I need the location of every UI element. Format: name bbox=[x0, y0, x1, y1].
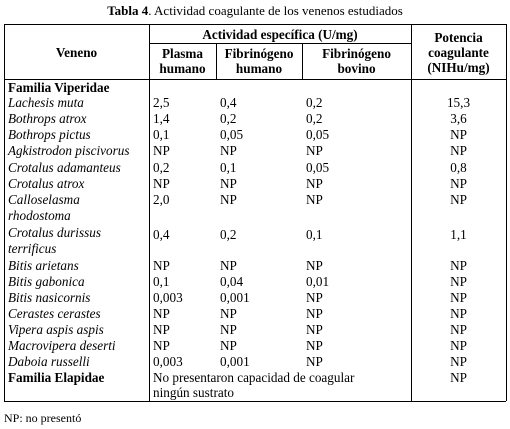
fib-humano-value: NP bbox=[220, 322, 237, 337]
footnote: NP: no presentó bbox=[4, 411, 82, 425]
fib-bovino-value: NP bbox=[306, 143, 323, 158]
family-viperidae: Familia Viperidae bbox=[8, 80, 110, 95]
fib-bovino-value: 0,2 bbox=[306, 111, 323, 126]
fib-humano-value: 0,2 bbox=[220, 227, 237, 242]
table-right-border bbox=[506, 24, 507, 401]
potencia-value: NP bbox=[450, 354, 467, 369]
fib-bovino-value: 0,05 bbox=[306, 127, 330, 142]
fib-bovino-value: NP bbox=[306, 290, 323, 305]
potencia-value: NP bbox=[450, 322, 467, 337]
plasma-value: 2,0 bbox=[153, 192, 170, 207]
veneno-name: Bothrops pictus bbox=[8, 127, 91, 142]
header-plasma-line1: Plasma bbox=[161, 46, 204, 61]
potencia-value: NP bbox=[450, 306, 467, 321]
veneno-name: Bothrops atrox bbox=[8, 111, 87, 126]
potencia-value: NP bbox=[450, 127, 467, 142]
elapidae-note-line1: No presentaron capacidad de coagular bbox=[153, 370, 355, 385]
fib-humano-value: 0,1 bbox=[220, 160, 237, 175]
veneno-name: Cerastes cerastes bbox=[8, 306, 101, 321]
plasma-value: NP bbox=[153, 176, 170, 191]
veneno-name: Bitis nasicornis bbox=[8, 290, 91, 305]
fib-humano-value: NP bbox=[220, 192, 237, 207]
fib-humano-value: 0,2 bbox=[220, 111, 237, 126]
fib-humano-value: 0,001 bbox=[220, 354, 250, 369]
table-left-border bbox=[4, 24, 5, 401]
header-fib-humano-line1: Fibrinógeno bbox=[224, 46, 294, 61]
header-fib-humano-line2: humano bbox=[235, 61, 283, 76]
caption-label: Tabla 4 bbox=[107, 3, 149, 18]
potencia-value: 15,3 bbox=[446, 95, 471, 110]
fib-bovino-value: NP bbox=[306, 306, 323, 321]
potencia-value: NP bbox=[450, 274, 467, 289]
header-fib-bovino-line2: bovino bbox=[337, 61, 376, 76]
veneno-name: Bitis gabonica bbox=[8, 274, 85, 289]
potencia-value: NP bbox=[450, 192, 467, 207]
fib-bovino-value: NP bbox=[306, 192, 323, 207]
header-potencia-line2: coagulante bbox=[428, 45, 489, 60]
veneno-name-line2: rhodostoma bbox=[8, 208, 71, 223]
table-bottom-border bbox=[4, 401, 506, 402]
fib-bovino-value: 0,2 bbox=[306, 95, 323, 110]
veneno-name: Bitis arietans bbox=[8, 258, 79, 273]
header-actividad: Actividad específica (U/mg) bbox=[202, 27, 358, 42]
plasma-value: 2,5 bbox=[153, 95, 170, 110]
plasma-value: 0,2 bbox=[153, 160, 170, 175]
caption-text: . Actividad coagulante de los venenos estudiados bbox=[148, 3, 403, 18]
veneno-name: Daboia russelli bbox=[8, 354, 90, 369]
potencia-value: 3,6 bbox=[450, 111, 467, 126]
fib-bovino-value: NP bbox=[306, 176, 323, 191]
plasma-value: 0,4 bbox=[153, 227, 170, 242]
actividad-underline bbox=[149, 43, 411, 44]
veneno-name: Crotalus adamanteus bbox=[8, 160, 121, 175]
fib-bovino-value: NP bbox=[306, 338, 323, 353]
fib-humano-value: NP bbox=[220, 258, 237, 273]
header-veneno: Veneno bbox=[55, 45, 98, 60]
plasma-value: 0,1 bbox=[153, 127, 170, 142]
header-potencia-line1: Potencia bbox=[434, 30, 483, 45]
potencia-value: 1,1 bbox=[450, 227, 467, 242]
fib-humano-value: 0,04 bbox=[220, 274, 244, 289]
plasma-value: NP bbox=[153, 322, 170, 337]
plasma-value: NP bbox=[153, 143, 170, 158]
potencia-value: 0,8 bbox=[450, 160, 467, 175]
family-elapidae: Familia Elapidae bbox=[8, 370, 105, 385]
fib-bovino-value: 0,01 bbox=[306, 274, 330, 289]
fib-bovino-value: NP bbox=[306, 354, 323, 369]
fib-bovino-value: NP bbox=[306, 322, 323, 337]
plasma-value: 0,1 bbox=[153, 274, 170, 289]
fib-humano-value: NP bbox=[220, 143, 237, 158]
veneno-name: Calloselasma bbox=[8, 192, 80, 207]
plasma-value: 1,4 bbox=[153, 111, 170, 126]
plasma-value: 0,003 bbox=[153, 290, 183, 305]
potencia-value: NP bbox=[450, 370, 467, 385]
fib-humano-value: 0,4 bbox=[220, 95, 237, 110]
potencia-value: NP bbox=[450, 338, 467, 353]
plasma-value: NP bbox=[153, 306, 170, 321]
veneno-name: Macrovipera deserti bbox=[8, 338, 116, 353]
potencia-value: NP bbox=[450, 176, 467, 191]
fib-humano-value: NP bbox=[220, 306, 237, 321]
fib-humano-value: 0,001 bbox=[220, 290, 250, 305]
fib-humano-value: NP bbox=[220, 338, 237, 353]
header-potencia-line3: (NIHu/mg) bbox=[427, 60, 490, 75]
veneno-name: Vipera aspis aspis bbox=[8, 322, 104, 337]
veneno-name: Agkistrodon piscivorus bbox=[8, 143, 130, 158]
fib-bovino-value: NP bbox=[306, 258, 323, 273]
fib-bovino-value: 0,05 bbox=[306, 160, 330, 175]
elapidae-note-line2: ningún sustrato bbox=[153, 385, 234, 400]
potencia-value: NP bbox=[450, 290, 467, 305]
header-fib-bovino-line1: Fibrinógeno bbox=[322, 46, 391, 61]
veneno-name-line2: terrificus bbox=[8, 241, 57, 256]
table-top-border bbox=[4, 24, 506, 25]
veneno-name: Crotalus durissus bbox=[8, 225, 101, 240]
fib-bovino-value: 0,1 bbox=[306, 227, 323, 242]
plasma-value: 0,003 bbox=[153, 354, 183, 369]
table-caption bbox=[0, 3, 510, 18]
header-plasma-line2: humano bbox=[159, 61, 206, 76]
fib-humano-value: 0,05 bbox=[220, 127, 244, 142]
veneno-name: Crotalus atrox bbox=[8, 176, 85, 191]
plasma-value: NP bbox=[153, 338, 170, 353]
column-divider-veneno bbox=[149, 24, 150, 401]
fib-humano-value: NP bbox=[220, 176, 237, 191]
potencia-value: NP bbox=[450, 258, 467, 273]
plasma-value: NP bbox=[153, 258, 170, 273]
veneno-name: Lachesis muta bbox=[8, 95, 84, 110]
potencia-value: NP bbox=[450, 143, 467, 158]
